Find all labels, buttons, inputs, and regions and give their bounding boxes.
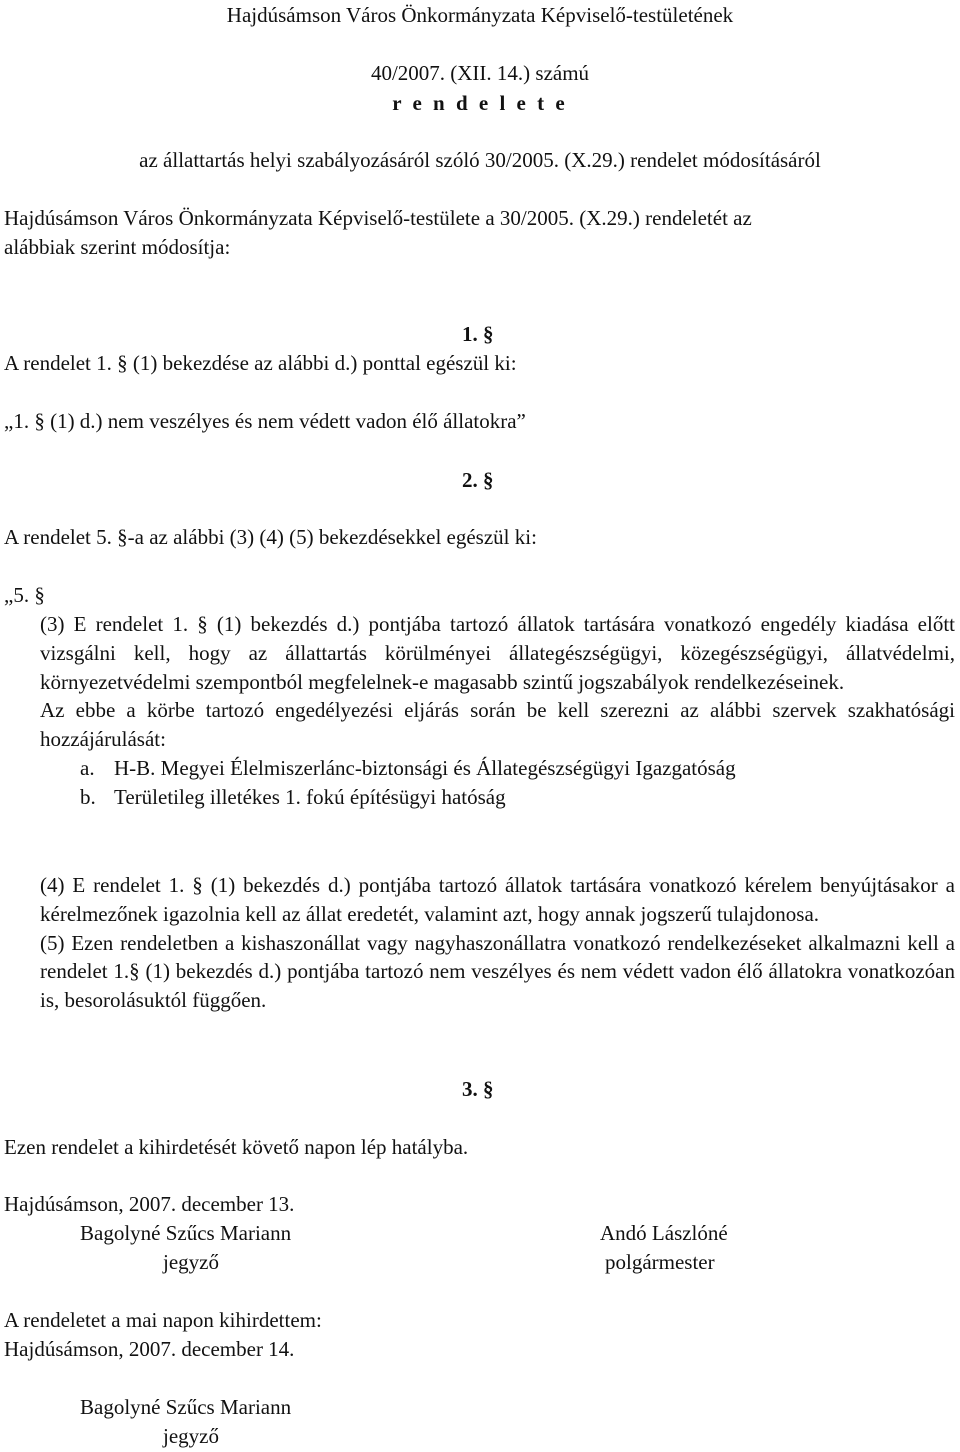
section-3-text: Ezen rendelet a kihirdetését követő napon lép hatályba. — [4, 1135, 469, 1159]
intro-line-2: alábbiak szerint módosítja: — [4, 234, 231, 259]
mayor-title: polgármester — [605, 1250, 715, 1274]
promulgation-statement: A rendeletet a mai napon kihirdettem: — [4, 1308, 322, 1332]
decree-number: 40/2007. (XII. 14.) számú — [370, 61, 590, 85]
section-2-body — [40, 610, 955, 812]
mayor-name: Andó Lászlóné — [600, 1221, 728, 1245]
authority-list — [40, 754, 955, 812]
section-2-quote-start: „5. § — [4, 583, 45, 607]
section-1-text: A rendelet 1. § (1) bekezdése az alábbi d.) ponttal egészül ki: — [4, 351, 517, 375]
signing-place-date: Hajdúsámson, 2007. december 13. — [4, 1192, 295, 1216]
paragraph-3: (3) E rendelet 1. § (1) bekezdés d.) pontjába tartozó állatok tartására vonatkozó engedély kiadása előtt vizsgálni kell, hogy az állattartás körülményei állategészségügyi, közegészségügyi, állatvédelmi, környezetvédelmi szempontból megfelelnek-e magasabb szintű jogszabályok rendelkezéseinek. — [40, 612, 955, 694]
paragraph-5: (5) Ezen rendeletben a kishaszonállat vagy nagyhaszonállatra vonatkozó rendelkezéseket alkalmazni kell a rendelet 1.§ (1) bekezdés d.) pontjába tartozó nem veszélyes és nem védett vadon élő állatokra vonatkozóan is, besorolásuktól függően. — [40, 930, 955, 1013]
section-1-heading: 1. § — [462, 322, 494, 346]
intro-paragraph — [4, 204, 956, 262]
promulgation-name: Bagolyné Szűcs Mariann — [80, 1395, 292, 1419]
notary-name: Bagolyné Szűcs Mariann — [80, 1221, 292, 1245]
paragraph-4: (4) E rendelet 1. § (1) bekezdés d.) pontjába tartozó állatok tartására vonatkozó kérelem benyújtásakor a kérelmezőnek igazolnia kell az állat eredetét, valamint azt, hogy annak jogszerű tulajdonosa. — [40, 873, 955, 926]
section-1-quote: „1. § (1) d.) nem veszélyes és nem védett vadon élő állatokra” — [4, 409, 526, 433]
list-text: Területileg illetékes 1. fokú építésügyi hatóság — [114, 784, 506, 809]
section-3-heading: 3. § — [462, 1077, 494, 1101]
decree-subject: az állattartás helyi szabályozásáról szóló 30/2005. (X.29.) rendelet módosításáról — [139, 148, 821, 172]
section-2-body-cont — [40, 871, 955, 1015]
list-marker: a. — [80, 755, 95, 780]
list-text: H-B. Megyei Élelmiszerlánc-biztonsági és Állategészségügyi Igazgatóság — [114, 755, 736, 780]
paragraph-3-continued: Az ebbe a körbe tartozó engedélyezési eljárás során be kell szerezni az alábbi szervek szakhatósági hozzájárulását: — [40, 698, 955, 752]
promulgation-place-date: Hajdúsámson, 2007. december 14. — [4, 1337, 295, 1361]
section-2-text: A rendelet 5. §-a az alábbi (3) (4) (5) bekezdésekkel egészül ki: — [4, 525, 537, 549]
section-2-heading: 2. § — [462, 468, 494, 492]
notary-title: jegyző — [163, 1250, 219, 1274]
intro-line-1: Hajdúsámson Város Önkormányzata Képviselő-testülete a 30/2005. (X.29.) rendeletét az — [4, 206, 752, 230]
list-item — [40, 783, 955, 812]
decree-type: r e n d e l e t e — [392, 91, 568, 115]
list-item — [40, 754, 955, 783]
council-title: Hajdúsámson Város Önkormányzata Képviselő-testületének — [226, 3, 734, 27]
promulgation-title: jegyző — [163, 1424, 219, 1448]
list-marker: b. — [80, 784, 96, 809]
